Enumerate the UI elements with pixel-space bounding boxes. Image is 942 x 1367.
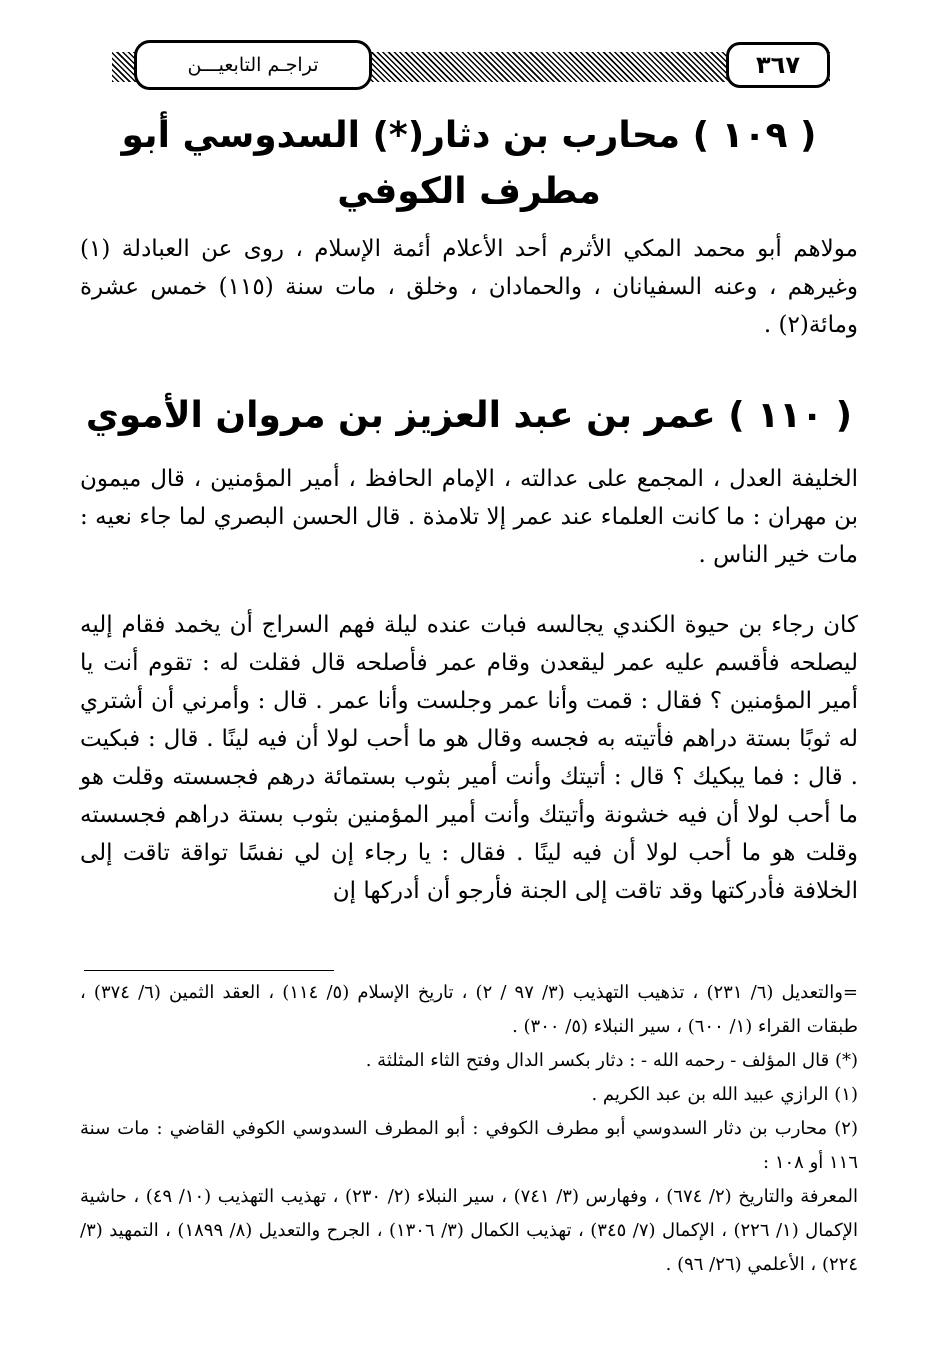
entry-110-paragraph-2: كان رجاء بن حيوة الكندي يجالسه فبات عنده ليلة فهم السراج أن يخمد فقام إليه ليصلحه فأقسم عليه عمر ليقعدن وقام عمر فأصلحه قال فقلت له : تقوم أنت يا أمير المؤمنين ؟ فقال : قمت وأنا عمر وجلست وأنا عمر . قال : وأمرني أن أشتري له ثوبًا بستة دراهم فأتيته به فجسه وقال هو ما أحب لولا أن فيه لينًا . قال : فبكيت . قال : فما يبكيك ؟ قال : أتيتك وأنت أمير بثوب بستمائة درهم فجسسته وقلت هو ما أحب لولا أن فيه خشونة وأتيتك وأنت أمير المؤمنين بثوب بستة دراهم فجسسته وقلت هو ما أحب لولا أن فيه لينًا . فقال : يا رجاء إن لي نفسًا تواقة تاقت إلى الخلافة فأدركتها وقد تاقت إلى الجنة فأرجو أن أدركها إن xyxy=(80,612,858,904)
footnote-star: (*) قال المؤلف - رحمه الله - : دثار بكسر الدال وفتح الثاء المثلثة . xyxy=(365,1050,858,1071)
footnote-1: (١) الرازي عبيد الله بن عبد الكريم . xyxy=(591,1084,858,1105)
footnotes xyxy=(80,976,858,1282)
entry-109-text: مولاهم أبو محمد المكي الأثرم أحد الأعلام أئمة الإسلام ، روى عن العبادلة (١) وغيرهم ، وعنه السفيانان ، والحمادان ، وخلق ، مات سنة (١١٥) خمس عشرة ومائة(٢) . xyxy=(80,236,859,338)
entry-110-title: ( ١١٠ ) عمر بن عبد العزيز بن مروان الأموي xyxy=(85,395,853,436)
running-title: تراجـم التابعيـــن xyxy=(134,40,372,90)
footnote-continuation: =والتعديل (٦/ ٢٣١) ، تذهيب التهذيب (٣/ ٩٧ / ٢) ، تاريخ الإسلام (٥/ ١١٤) ، العقد الثمين (٦/ ٣٧٤) ، طبقات القراء (١/ ٦٠٠) ، سير النبلاء (٥/ ٣٠٠) . xyxy=(80,982,858,1037)
running-header xyxy=(112,38,830,96)
footnote-separator xyxy=(84,970,334,971)
entry-109-title: ( ١٠٩ ) محارب بن دثار(*) السدوسي أبو مطرف الكوفي xyxy=(121,115,817,212)
entry-110-paragraph-1: الخليفة العدل ، المجمع على عدالته ، الإمام الحافظ ، أمير المؤمنين ، قال ميمون بن مهران : ما كانت العلماء عند عمر إلا تلامذة . قال الحسن البصري لما جاء نعيه : مات خير الناس . xyxy=(80,466,858,568)
footnote-2: (٢) محارب بن دثار السدوسي أبو مطرف الكوفي : أبو المطرف السدوسي الكوفي القاضي : مات سنة ١١٦ أو ١٠٨ : xyxy=(80,1118,858,1173)
page-number: ٣٦٧ xyxy=(726,42,830,88)
footnote-2-references: المعرفة والتاريخ (٢/ ٦٧٤) ، وفهارس (٣/ ٧٤١) ، سير النبلاء (٢/ ٢٣٠) ، تهذيب التهذيب (١٠/ ٤٩) ، حاشية الإكمال (١/ ٢٢٦) ، الإكمال (٧/ ٣٤٥) ، تهذيب الكمال (٣/ ١٣٠٦) ، الجرح والتعديل (٨/ ١٨٩٩) ، التمهيد (٣/ ٢٢٤) ، الأعلمي (٢٦/ ٩٦) . xyxy=(80,1186,858,1275)
